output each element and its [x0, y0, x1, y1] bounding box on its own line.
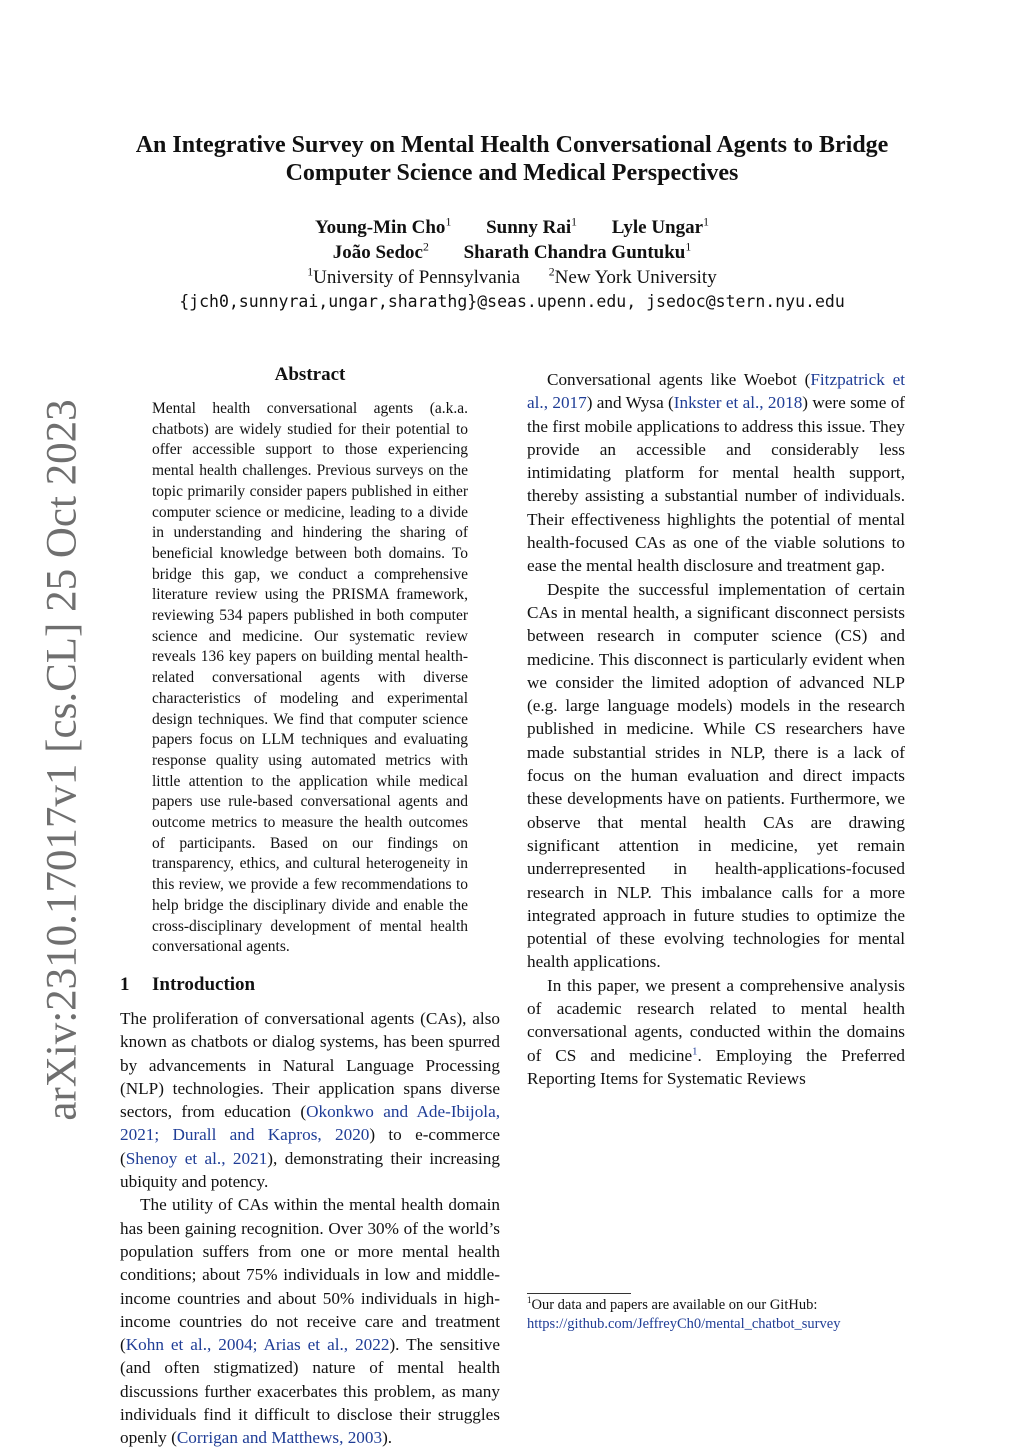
author-list: [0, 215, 1024, 265]
author: Lyle Ungar$^1$: [611, 215, 709, 238]
citation-link[interactable]: Arias et al., 2022: [263, 1335, 390, 1355]
affiliation: $^2$New York University: [548, 265, 717, 288]
github-link[interactable]: https://github.com/JeffreyCh0/mental_chatbot_survey: [527, 1316, 841, 1332]
section-heading-introduction: 1 Introduction: [120, 973, 256, 995]
author-emails: {jch0,sunnyrai,ungar,sharathg}@seas.upenn.edu, jsedoc@stern.nyu.edu: [179, 292, 845, 311]
abstract-heading: Abstract: [274, 364, 346, 385]
left-column: [120, 364, 500, 1450]
abstract-text: Mental health conversational agents (a.k.a. chatbots) are widely studied for their potential to offer accessible support to those experiencing mental health challenges. Previous surveys on the topic primarily consider papers published in either computer science or medicine, leading to a divide in understanding and hindering the sharing of beneficial knowledge between both domains. To bridge this gap, we conduct a comprehensive literature review using the PRISMA framework, reviewing 534 papers published in both computer science and medicine. Our systematic review reveals 136 key papers on building mental health-related conversational agents with diverse characteristics of modeling and experimental design techniques. We find that computer science papers focus on LLM techniques and evaluating response quality using automated metrics with little attention to the application while medical papers use rule-based conversational agents and outcome metrics to measure the health outcomes of participants. Based on our findings on transparency, ethics, and cultural heterogeneity in this review, we provide a few recommendations to help bridge the disciplinary divide and enable the cross-disciplinary development of mental health conversational agents.: [152, 400, 468, 956]
right-column: [527, 368, 905, 1090]
footnote-divider: [527, 1293, 631, 1294]
title-line-1: An Integrative Survey on Mental Health Conversational Agents to Bridge: [135, 132, 889, 158]
citation-link[interactable]: Durall and Kapros, 2020: [172, 1125, 370, 1145]
footnote: $^1$Our data and papers are available on our GitHub: https://github.com/JeffreyCh0/mental_chatbot_survey: [527, 1296, 905, 1334]
intro-paragraph-1: The proliferation of conversational agents (CAs), also known as chatbots or dialog systems, has been spurred by advancements in Natural Language Processing (NLP) technologies. Their application spans diverse sectors, from education (Okonkwo and Ade-Ibijola, 2021; Durall and Kapros, 2020) to e-commerce (Shenoy et al., 2021), demonstrating their increasing ubiquity and potency.: [120, 1008, 500, 1192]
title-line-2: Computer Science and Medical Perspectives: [285, 160, 739, 186]
intro-paragraph-4: Despite the successful implementation of certain CAs in mental health, a significant disconnect persists between research in computer science (CS) and medicine. This disconnect is particularly evident when we consider the limited adoption of advanced NLP (e.g. large language models) models in the research published in medicine. While CS researchers have made substantial strides in NLP, there is a lack of focus on the human evaluation and direct impacts these developments have on patients. Furthermore, we observe that mental health CAs are drawing significant attention in medicine, yet remain underrepresented in health-applications-focused research in NLP. This imbalance calls for a more integrated approach in future studies to optimize the potential of these evolving technologies for mental health applications.: [527, 579, 905, 972]
intro-paragraph-3: Conversational agents like Woebot (Fitzpatrick et al., 2017) and Wysa (Inkster et al., 2018) were some of the first mobile applications to address this issue. They provide an accessible and considerably less intimidating platform for mental health support, thereby assisting a substantial number of individuals. Their effectiveness highlights the potential of mental health-focused CAs as one of the viable solutions to ease the mental health disclosure and treatment gap.: [527, 370, 906, 576]
affiliation: $^1$University of Pennsylvania: [307, 265, 521, 288]
citation-link[interactable]: Okonkwo and Ade-Ibijola, 2021: [120, 1102, 500, 1145]
paper-title: [0, 131, 1024, 187]
author: João Sedoc$^2$: [332, 240, 429, 263]
intro-paragraph-5: In this paper, we present a comprehensive analysis of academic research related to mental health conversational agents, conducted within the domains of CS and medicine$^1$. Employing the Preferred Reporting Items for Systematic Reviews: [527, 975, 905, 1088]
affiliation-list: [0, 266, 1024, 290]
citation-link[interactable]: Shenoy et al., 2021: [125, 1148, 268, 1168]
author: Young-Min Cho$^1$: [315, 215, 452, 238]
citation-link[interactable]: Corrigan and Matthews, 2003: [176, 1428, 383, 1448]
author: Sunny Rai$^1$: [486, 215, 577, 238]
footnote-marker[interactable]: 1: [692, 1045, 698, 1057]
arxiv-identifier: arXiv:2310.17017v1 [cs.CL] 25 Oct 2023: [38, 399, 86, 1121]
intro-paragraph-2: The utility of CAs within the mental health domain has been gaining recognition. Over 30% of the world’s population suffers from one or more mental health conditions; about 75% individuals in low and middle-income countries and about 50% individuals in high-income countries do not receive care and treatment (Kohn et al., 2004; Arias et al., 2022). The sensitive (and often stigmatized) nature of mental health discussions further exacerbates this problem, as many individuals find it difficult to disclose their struggles openly (Corrigan and Matthews, 2003).: [120, 1195, 500, 1448]
citation-link[interactable]: Kohn et al., 2004: [125, 1335, 253, 1355]
citation-link[interactable]: Inkster et al., 2018: [673, 393, 803, 413]
citation-link[interactable]: Fitzpatrick et al., 2017: [527, 370, 905, 413]
author: Sharath Chandra Guntuku$^1$: [463, 240, 692, 263]
